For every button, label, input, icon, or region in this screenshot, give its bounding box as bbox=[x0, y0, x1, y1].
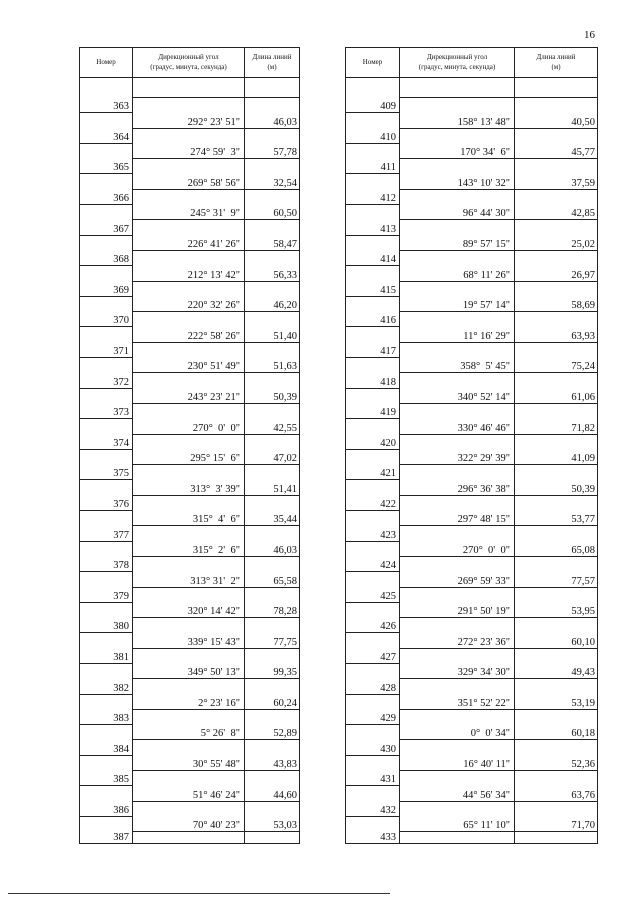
line-length: 51,40 bbox=[245, 312, 300, 343]
line-length: 46,03 bbox=[245, 526, 300, 557]
bearing-angle: 68° 11' 26" bbox=[400, 250, 515, 281]
bearing-angle: 272° 23' 36" bbox=[400, 618, 515, 649]
bearing-angle: 5° 26' 8" bbox=[133, 709, 245, 740]
bearing-angle: 44° 56' 34" bbox=[400, 771, 515, 802]
bearing-angle: 51° 46' 24" bbox=[133, 771, 245, 802]
line-length: 25,02 bbox=[515, 220, 598, 251]
line-length: 50,39 bbox=[245, 373, 300, 404]
line-length: 37,59 bbox=[515, 159, 598, 190]
line-length: 71,82 bbox=[515, 403, 598, 434]
point-number: 420 bbox=[346, 419, 400, 450]
point-number: 422 bbox=[346, 480, 400, 511]
point-number: 378 bbox=[80, 541, 133, 572]
line-length: 65,08 bbox=[515, 526, 598, 557]
point-number: 430 bbox=[346, 725, 400, 756]
point-number: 410 bbox=[346, 113, 400, 144]
line-length: 53,03 bbox=[245, 801, 300, 832]
line-length: 75,24 bbox=[515, 342, 598, 373]
line-length: 63,76 bbox=[515, 771, 598, 802]
point-number: 369 bbox=[80, 266, 133, 297]
bearing-angle: 89° 57' 15" bbox=[400, 220, 515, 251]
bearing-angle: 291° 50' 19" bbox=[400, 587, 515, 618]
point-number: 419 bbox=[346, 388, 400, 419]
empty-cell bbox=[133, 78, 245, 98]
bearing-angle: 340° 52' 14" bbox=[400, 373, 515, 404]
bearing-angle: 339° 15' 43" bbox=[133, 618, 245, 649]
point-number: 418 bbox=[346, 358, 400, 389]
line-length: 42,55 bbox=[245, 403, 300, 434]
point-number: 417 bbox=[346, 327, 400, 358]
line-length: 35,44 bbox=[245, 495, 300, 526]
line-length: 46,20 bbox=[245, 281, 300, 312]
bearing-angle: 270° 0' 0" bbox=[400, 526, 515, 557]
line-length: 50,39 bbox=[515, 465, 598, 496]
bearing-angle: 230° 51' 49" bbox=[133, 342, 245, 373]
line-length: 46,03 bbox=[245, 98, 300, 129]
point-number: 382 bbox=[80, 663, 133, 694]
line-length: 63,93 bbox=[515, 312, 598, 343]
line-length: 60,18 bbox=[515, 709, 598, 740]
point-number: 384 bbox=[80, 725, 133, 756]
point-number: 380 bbox=[80, 602, 133, 633]
header-number: Номер bbox=[80, 48, 133, 78]
header-number: Номер bbox=[346, 48, 400, 78]
line-length: 51,41 bbox=[245, 465, 300, 496]
bearing-angle: 243° 23' 21" bbox=[133, 373, 245, 404]
empty-cell bbox=[400, 78, 515, 98]
bearing-angle: 320° 14' 42" bbox=[133, 587, 245, 618]
line-length: 53,77 bbox=[515, 495, 598, 526]
header-angle: Дирекционный угол (градус, минута, секунда) bbox=[400, 48, 515, 78]
line-length: 65,58 bbox=[245, 556, 300, 587]
point-number: 385 bbox=[80, 755, 133, 786]
point-number: 370 bbox=[80, 296, 133, 327]
bearing-angle: 11° 16' 29" bbox=[400, 312, 515, 343]
line-length: 32,54 bbox=[245, 159, 300, 190]
bearing-angle: 269° 59' 33" bbox=[400, 556, 515, 587]
bearing-angle: 143° 10' 32" bbox=[400, 159, 515, 190]
point-number: 409 bbox=[346, 78, 400, 113]
line-length: 43,83 bbox=[245, 740, 300, 771]
point-number: 373 bbox=[80, 388, 133, 419]
line-length: 57,78 bbox=[245, 128, 300, 159]
bearing-angle: 170° 34' 6" bbox=[400, 128, 515, 159]
line-length: 53,95 bbox=[515, 587, 598, 618]
bearing-angle: 322° 29' 39" bbox=[400, 434, 515, 465]
bearing-angle: 19° 57' 14" bbox=[400, 281, 515, 312]
point-number: 386 bbox=[80, 786, 133, 817]
bearing-angle: 212° 13' 42" bbox=[133, 250, 245, 281]
line-length: 52,89 bbox=[245, 709, 300, 740]
header-length: Длина линий (м) bbox=[245, 48, 300, 78]
line-length: 60,24 bbox=[245, 679, 300, 710]
point-number: 427 bbox=[346, 633, 400, 664]
table-half-row bbox=[346, 78, 598, 98]
point-number: 387 bbox=[80, 816, 133, 843]
bearing-angle: 315° 4' 6" bbox=[133, 495, 245, 526]
line-length: 61,06 bbox=[515, 373, 598, 404]
empty-cell bbox=[515, 78, 598, 98]
line-length: 40,50 bbox=[515, 98, 598, 129]
point-number: 377 bbox=[80, 511, 133, 542]
point-number: 376 bbox=[80, 480, 133, 511]
point-number: 366 bbox=[80, 174, 133, 205]
point-number: 372 bbox=[80, 358, 133, 389]
point-number: 381 bbox=[80, 633, 133, 664]
point-number: 421 bbox=[346, 449, 400, 480]
point-number: 374 bbox=[80, 419, 133, 450]
line-length: 58,69 bbox=[515, 281, 598, 312]
point-number: 367 bbox=[80, 205, 133, 236]
bearing-angle: 315° 2' 6" bbox=[133, 526, 245, 557]
left-coordinates-table bbox=[79, 47, 300, 844]
point-number: 413 bbox=[346, 205, 400, 236]
point-number: 429 bbox=[346, 694, 400, 725]
bearing-angle: 0° 0' 34" bbox=[400, 709, 515, 740]
point-number: 379 bbox=[80, 572, 133, 603]
empty-cell bbox=[245, 832, 300, 844]
bearing-angle: 16° 40' 11" bbox=[400, 740, 515, 771]
bearing-angle: 358° 5' 45" bbox=[400, 342, 515, 373]
line-length: 99,35 bbox=[245, 648, 300, 679]
point-number: 368 bbox=[80, 235, 133, 266]
line-length: 26,97 bbox=[515, 250, 598, 281]
empty-cell bbox=[133, 832, 245, 844]
empty-cell bbox=[515, 832, 598, 844]
point-number: 415 bbox=[346, 266, 400, 297]
bearing-angle: 296° 36' 38" bbox=[400, 465, 515, 496]
point-number: 363 bbox=[80, 78, 133, 113]
point-number: 416 bbox=[346, 296, 400, 327]
bearing-angle: 65° 11' 10" bbox=[400, 801, 515, 832]
line-length: 60,10 bbox=[515, 618, 598, 649]
bearing-angle: 292° 23' 51" bbox=[133, 98, 245, 129]
bearing-angle: 274° 59' 3" bbox=[133, 128, 245, 159]
bearing-angle: 313° 31' 2" bbox=[133, 556, 245, 587]
line-length: 78,28 bbox=[245, 587, 300, 618]
bearing-angle: 269° 58' 56" bbox=[133, 159, 245, 190]
point-number: 426 bbox=[346, 602, 400, 633]
bearing-angle: 351° 52' 22" bbox=[400, 679, 515, 710]
bearing-angle: 297° 48' 15" bbox=[400, 495, 515, 526]
line-length: 42,85 bbox=[515, 189, 598, 220]
point-number: 412 bbox=[346, 174, 400, 205]
line-length: 47,02 bbox=[245, 434, 300, 465]
bearing-angle: 30° 55' 48" bbox=[133, 740, 245, 771]
page-number: 16 bbox=[584, 29, 595, 41]
line-length: 77,75 bbox=[245, 618, 300, 649]
right-coordinates-table bbox=[345, 47, 598, 844]
line-length: 56,33 bbox=[245, 250, 300, 281]
line-length: 60,50 bbox=[245, 189, 300, 220]
bearing-angle: 158° 13' 48" bbox=[400, 98, 515, 129]
bearing-angle: 70° 40' 23" bbox=[133, 801, 245, 832]
line-length: 53,19 bbox=[515, 679, 598, 710]
bearing-angle: 222° 58' 26" bbox=[133, 312, 245, 343]
point-number: 424 bbox=[346, 541, 400, 572]
bearing-angle: 245° 31' 9" bbox=[133, 189, 245, 220]
line-length: 49,43 bbox=[515, 648, 598, 679]
point-number: 432 bbox=[346, 786, 400, 817]
bearing-angle: 96° 44' 30" bbox=[400, 189, 515, 220]
line-length: 77,57 bbox=[515, 556, 598, 587]
point-number: 414 bbox=[346, 235, 400, 266]
bearing-angle: 330° 46' 46" bbox=[400, 403, 515, 434]
bearing-angle: 329° 34' 30" bbox=[400, 648, 515, 679]
bearing-angle: 295° 15' 6" bbox=[133, 434, 245, 465]
point-number: 365 bbox=[80, 143, 133, 174]
header-angle: Дирекционный угол (градус, минута, секунда) bbox=[133, 48, 245, 78]
point-number: 431 bbox=[346, 755, 400, 786]
bearing-angle: 270° 0' 0" bbox=[133, 403, 245, 434]
table-half-row bbox=[80, 78, 300, 98]
empty-cell bbox=[400, 832, 515, 844]
point-number: 383 bbox=[80, 694, 133, 725]
point-number: 375 bbox=[80, 449, 133, 480]
line-length: 51,63 bbox=[245, 342, 300, 373]
empty-cell bbox=[245, 78, 300, 98]
bearing-angle: 220° 32' 26" bbox=[133, 281, 245, 312]
line-length: 45,77 bbox=[515, 128, 598, 159]
line-length: 58,47 bbox=[245, 220, 300, 251]
point-number: 411 bbox=[346, 143, 400, 174]
point-number: 433 bbox=[346, 816, 400, 843]
point-number: 428 bbox=[346, 663, 400, 694]
point-number: 364 bbox=[80, 113, 133, 144]
line-length: 41,09 bbox=[515, 434, 598, 465]
bearing-angle: 313° 3' 39" bbox=[133, 465, 245, 496]
line-length: 44,60 bbox=[245, 771, 300, 802]
bearing-angle: 226° 41' 26" bbox=[133, 220, 245, 251]
header-length: Длина линий (м) bbox=[515, 48, 598, 78]
line-length: 71,70 bbox=[515, 801, 598, 832]
bearing-angle: 2° 23' 16" bbox=[133, 679, 245, 710]
point-number: 423 bbox=[346, 511, 400, 542]
bearing-angle: 349° 50' 13" bbox=[133, 648, 245, 679]
point-number: 371 bbox=[80, 327, 133, 358]
line-length: 52,36 bbox=[515, 740, 598, 771]
point-number: 425 bbox=[346, 572, 400, 603]
bottom-rule bbox=[8, 893, 390, 894]
